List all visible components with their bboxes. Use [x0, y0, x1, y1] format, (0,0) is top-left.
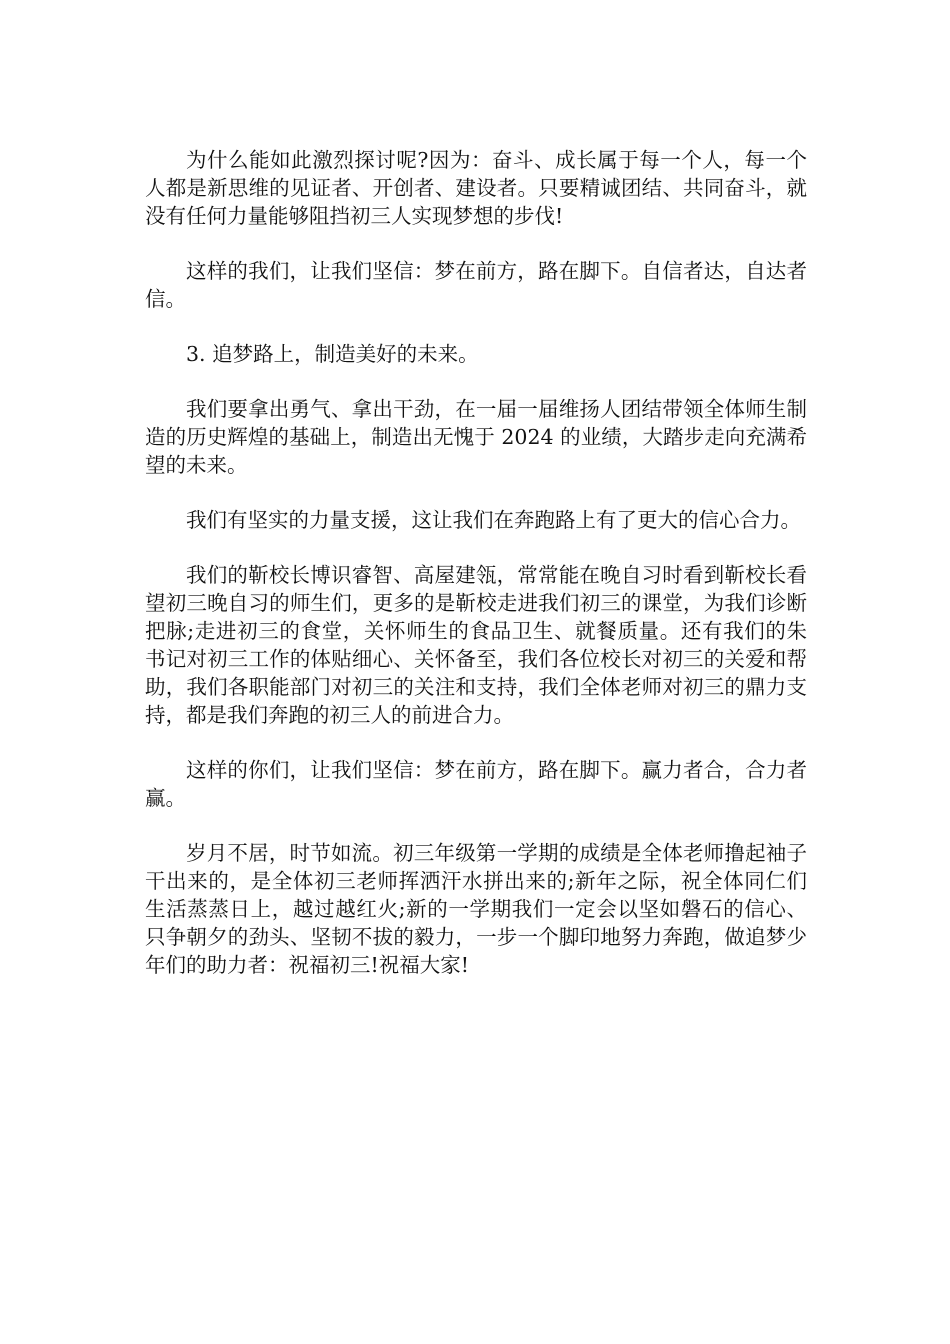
- paragraph-1: 为什么能如此激烈探讨呢?因为：奋斗、成长属于每一个人，每一个人都是新思维的见证者、开创者、建设者。只要精诚团结、共同奋斗，就没有任何力量能够阻挡初三人实现梦想的步伐!: [145, 148, 807, 228]
- document-body: [145, 146, 807, 1006]
- paragraph-6: 这样的你们，让我们坚信：梦在前方，路在脚下。赢力者合，合力者赢。: [145, 758, 807, 810]
- paragraph-4: 我们有坚实的力量支援，这让我们在奔跑路上有了更大的信心合力。: [186, 508, 801, 532]
- paragraph-3: 我们要拿出勇气、拿出干劲，在一届一届维扬人团结带领全体师生制造的历史辉煌的基础上，制造出无愧于 2024 的业绩，大踏步走向充满希望的未来。: [145, 397, 807, 477]
- paragraph-5: 我们的靳校长博识睿智、高屋建瓴，常常能在晚自习时看到靳校长看望初三晚自习的师生们，更多的是靳校走进我们初三的课堂，为我们诊断把脉;走进初三的食堂，关怀师生的食品卫生、就餐质量。还有我们的朱书记对初三工作的体贴细心、关怀备至，我们各位校长对初三的关爱和帮助，我们各职能部门对初三的关注和支持，我们全体老师对初三的鼎力支持，都是我们奔跑的初三人的前进合力。: [145, 563, 807, 727]
- paragraph-7: 岁月不居，时节如流。初三年级第一学期的成绩是全体老师撸起袖子干出来的，是全体初三老师挥洒汗水拼出来的;新年之际，祝全体同仁们生活蒸蒸日上，越过越红火;新的一学期我们一定会以坚如磐石的信心、只争朝夕的劲头、坚韧不拔的毅力，一步一个脚印地努力奔跑，做追梦少年们的助力者：祝福初三!祝福大家!: [145, 841, 807, 977]
- section-heading: 3. 追梦路上，制造美好的未来。: [186, 342, 479, 366]
- paragraph-2: 这样的我们，让我们坚信：梦在前方，路在脚下。自信者达，自达者信。: [145, 259, 807, 311]
